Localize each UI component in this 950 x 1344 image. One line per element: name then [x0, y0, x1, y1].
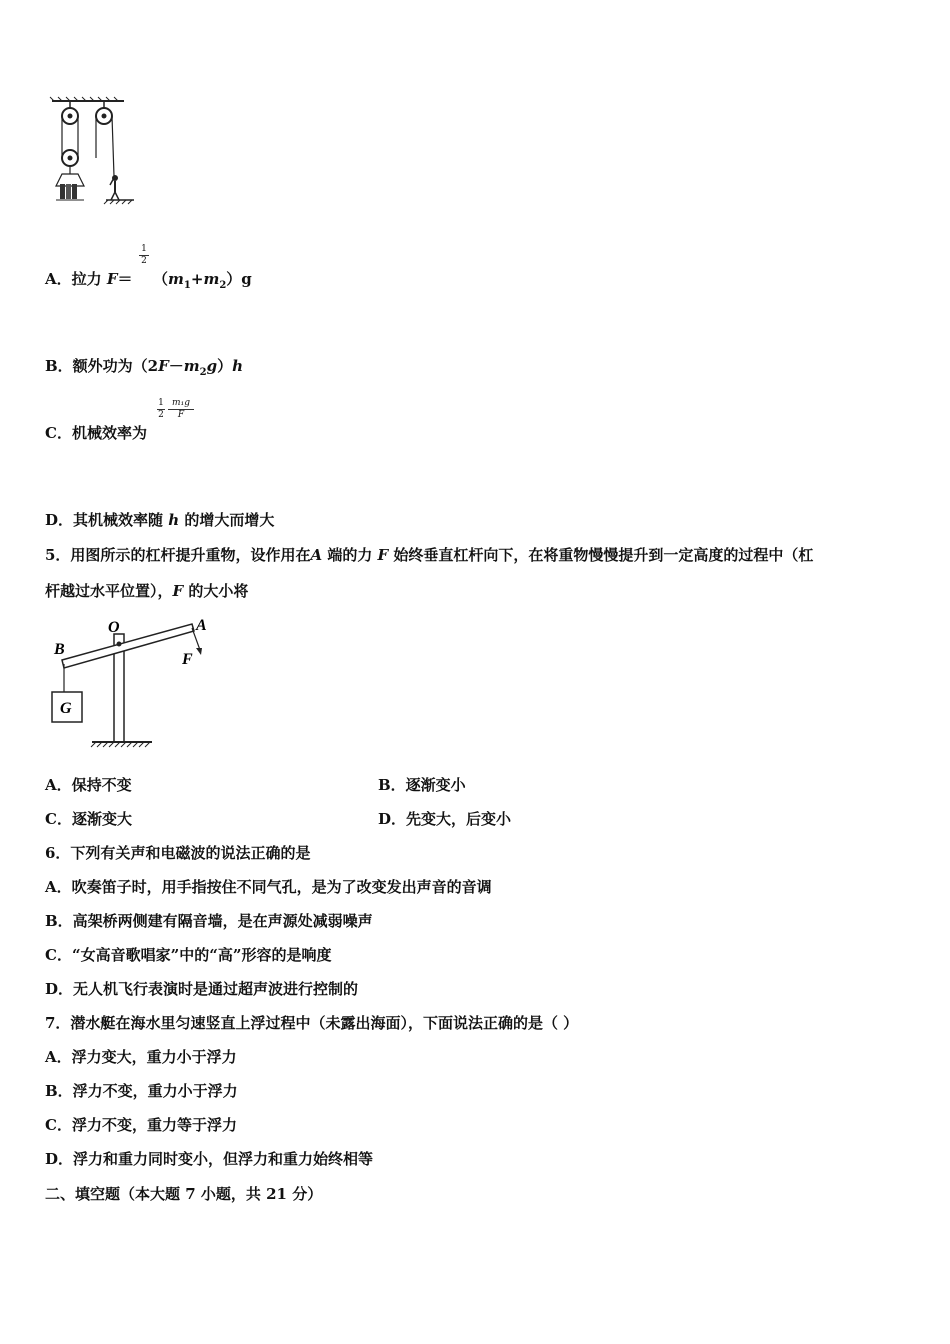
- q6-stem: 6．下列有关声和电磁波的说法正确的是: [45, 844, 311, 862]
- q4-a-fraction: 1 2: [139, 244, 149, 267]
- q7-option-c[interactable]: C．浮力不变，重力等于浮力: [45, 1116, 237, 1134]
- q7-option-d[interactable]: D．浮力和重力同时变小，但浮力和重力始终相等: [45, 1150, 374, 1168]
- lever-label-f: F: [182, 651, 193, 668]
- section-2-heading: 二、填空题（本大题 7 小题，共 21 分）: [45, 1185, 323, 1203]
- pulley-figure: [44, 96, 140, 206]
- q5-stem-line2: 杆越过水平位置），F 的大小将: [45, 582, 249, 600]
- q6-option-a[interactable]: A．吹奏笛子时，用手指按住不同气孔，是为了改变发出声音的音调: [45, 878, 492, 896]
- q6-option-d[interactable]: D．无人机飞行表演时是通过超声波进行控制的: [45, 980, 359, 998]
- q7-stem: 7．潜水艇在海水里匀速竖直上浮过程中（未露出海面），下面说法正确的是（ ）: [45, 1014, 579, 1032]
- q5-option-a[interactable]: A．保持不变: [45, 776, 132, 794]
- q6-option-b[interactable]: B．高架桥两侧建有隔音墙，是在声源处减弱噪声: [45, 912, 373, 930]
- lever-label-a: A: [196, 617, 207, 634]
- lever-label-g: G: [60, 700, 72, 717]
- lever-label-o: O: [108, 619, 120, 636]
- q4-option-b[interactable]: B．额外功为$(2F-m_2g)h$: [45, 357, 244, 378]
- q5-option-c[interactable]: C．逐渐变大: [45, 810, 132, 828]
- q5-option-d[interactable]: D．先变大，后变小: [378, 810, 512, 828]
- q5-option-b[interactable]: B．逐渐变小: [378, 776, 466, 794]
- q7-option-b[interactable]: B．浮力不变，重力小于浮力: [45, 1082, 238, 1100]
- lever-label-b: B: [54, 641, 65, 658]
- q7-option-a[interactable]: A．浮力变大，重力小于浮力: [45, 1048, 237, 1066]
- q6-option-c[interactable]: C．“女高音歌唱家”中的“高”形容的是响度: [45, 946, 332, 964]
- q4-option-a[interactable]: A．拉力 F＝: [45, 270, 133, 288]
- q4-option-d[interactable]: D．其机械效率随 h 的增大而增大: [45, 511, 275, 529]
- q4-a-expression: $(m_1+m_2)g$: [153, 270, 252, 291]
- q5-stem-line1: 5．用图所示的杠杆提升重物，设作用在A 端的力 F 始终垂直杠杆向下，在将重物慢慢提升到一定高度的过程中（杠: [45, 546, 814, 564]
- q4-c-fraction-1: 1 2: [158, 398, 164, 420]
- q4-c-fraction-2: m₁g F: [168, 398, 194, 421]
- lever-figure: [44, 612, 214, 750]
- q4-option-c[interactable]: C．机械效率为: [45, 424, 147, 442]
